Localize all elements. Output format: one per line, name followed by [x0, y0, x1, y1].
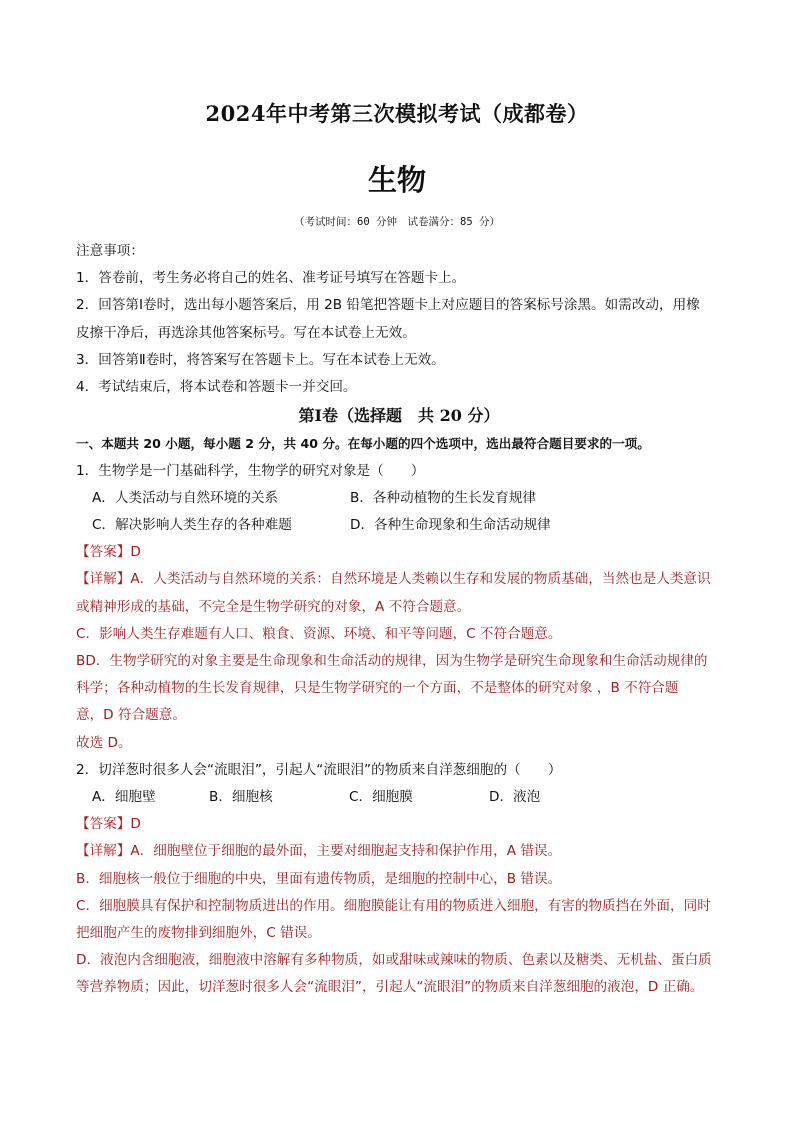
exam-info: （考试时间：60 分钟 试卷满分：85 分） [294, 216, 500, 228]
detail-text: A．人类活动与自然环境的关系：自然环境是人类赖以生存和发展的物质基础，当然也是人类意识 [130, 571, 711, 588]
question-2 [76, 757, 722, 1002]
option-a: A．细胞壁 [92, 789, 156, 806]
detail-line: C．细胞膜具有保护和控制物质进出的作用。细胞膜能让有用的物质进入细胞，有害的物质挡在外面，同时 [76, 897, 711, 914]
section-title: 第Ⅰ卷（选择题 共 20 分） [298, 406, 500, 426]
detail-line: 或精神形成的基础，不完全是生物学研究的对象，A 不符合题意。 [76, 598, 471, 615]
notice-heading: 注意事项： [76, 243, 144, 259]
option-c: C．细胞膜 [349, 789, 413, 806]
question-stem: 1．生物学是一门基础科学，生物学的研究对象是（ ） [76, 462, 425, 479]
question-stem: 2．切洋葱时很多人会“流眼泪”，引起人“流眼泪”的物质来自洋葱细胞的（ ） [76, 761, 562, 778]
conclusion: 故选 D。 [76, 734, 132, 751]
option-d: D．液泡 [489, 789, 541, 806]
answer-tag: 【答案】 [76, 544, 131, 561]
notice-block [76, 238, 722, 401]
detail-tag: 【详解】 [76, 571, 131, 588]
detail-line [76, 838, 722, 865]
options [76, 485, 722, 539]
option-a: A．人类活动与自然环境的关系 [92, 489, 279, 506]
answer-tag: 【答案】 [76, 816, 131, 833]
subject-title: 生物 [367, 163, 426, 197]
option-d: D．各种生命现象和生命活动规律 [350, 517, 551, 534]
detail-line [76, 566, 722, 593]
detail-line: BD．生物学研究的对象主要是生命现象和生命活动的规律，因为生物学是研究生命现象和生命活动规律的 [76, 653, 708, 670]
option-b: B．各种动植物的生长发育规律 [350, 489, 537, 506]
exam-title: 2024年中考第三次模拟考试（成都卷） [205, 101, 589, 126]
section-instruction: 一、本题共 20 小题，每小题 2 分，共 40 分。在每小题的四个选项中，选出最符合题目要求的一项。 [76, 436, 650, 452]
notice-item: 3．回答第Ⅱ卷时，将答案写在答题卡上。写在本试卷上无效。 [76, 351, 445, 368]
exam-body [76, 238, 722, 1002]
detail-line: 等营养物质；因此，切洋葱时很多人会“流眼泪”，引起人“流眼泪”的物质来自洋葱细胞的液泡，D 正确。 [76, 979, 704, 996]
options [76, 784, 722, 811]
detail-line: D．液泡内含细胞液，细胞液中溶解有多种物质，如或甜味或辣味的物质、色素以及糖类、无机盐、蛋白质 [76, 952, 712, 969]
detail-line: B．细胞核一般位于细胞的中央，里面有遗传物质，是细胞的控制中心，B 错误。 [76, 870, 562, 887]
answer-value: D [130, 544, 141, 561]
notice-item: 4．考试结束后，将本试卷和答题卡一并交回。 [76, 379, 357, 396]
notice-item: 2．回答第Ⅰ卷时，选出每小题答案后，用 2B 铅笔把答题卡上对应题目的答案标号涂黑。如需改动，用橡 [76, 297, 700, 314]
answer-line [76, 811, 722, 838]
question-1 [76, 458, 722, 757]
detail-line: 把细胞产生的废物排到细胞外，C 错误。 [76, 925, 321, 942]
detail-line: 科学；各种动植物的生长发育规律，只是生物学研究的一个方面，不是整体的研究对象 ，B 不符合题 [76, 680, 679, 697]
notice-item: 1．答卷前，考生务必将自己的姓名、准考证号填写在答题卡上。 [76, 270, 466, 287]
notice-item: 皮擦干净后，再选涂其他答案标号。写在本试卷上无效。 [76, 324, 416, 341]
answer-value: D [130, 816, 141, 833]
option-b: B．细胞核 [209, 789, 273, 806]
detail-line: 意，D 符合题意。 [76, 707, 186, 724]
detail-tag: 【详解】 [76, 843, 131, 860]
option-c: C．解决影响人类生存的各种难题 [92, 517, 292, 534]
answer-line [76, 539, 722, 566]
detail-text: A．细胞壁位于细胞的最外面，主要对细胞起支持和保护作用，A 错误。 [130, 843, 562, 860]
detail-line: C．影响人类生存难题有人口、粮食、资源、环境、和平等问题，C 不符合题意。 [76, 625, 562, 642]
